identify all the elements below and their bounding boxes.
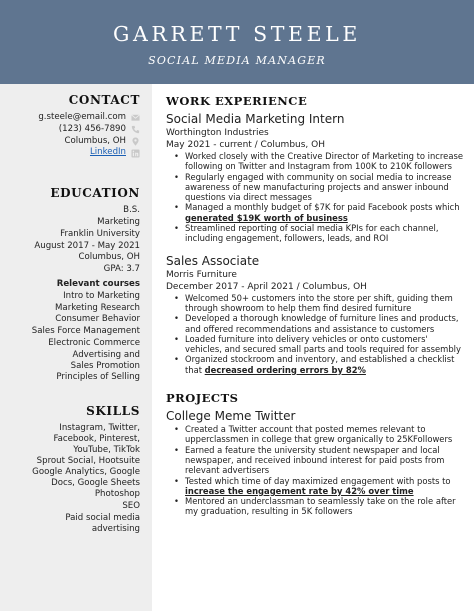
phone-text: (123) 456-7890	[58, 123, 126, 134]
bullet-item: • Managed a monthly budget of $7K for paid Facebook posts which generated $19K worth of business	[166, 202, 466, 223]
bullet-item: • Organized stockroom and inventory, and established a checklist that decreased ordering errors by 82%	[166, 354, 466, 375]
email-text: g.steele@email.com	[38, 112, 126, 122]
projects-heading: PROJECTS	[166, 391, 239, 406]
bullet-item: • Tested which time of day maximized engagement with posts to increase the engagement rate by 42% over time	[166, 476, 466, 497]
candidate-role: SOCIAL MEDIA MANAGER	[148, 54, 326, 67]
skill-item: Photoshop	[94, 489, 140, 500]
contact-email	[8, 112, 140, 124]
project-title: College Meme Twitter	[166, 409, 296, 424]
bullet-item: • Earned a feature the university student newspaper and local newspaper, and received inbound interest for paid posts from relevant advertisers	[166, 445, 466, 476]
achievement-highlight: generated $19K worth of business	[185, 212, 348, 223]
job-company: Morris Furniture	[166, 269, 237, 280]
contact-linkedin	[8, 147, 140, 159]
achievement-highlight: decreased ordering errors by 82%	[204, 364, 366, 375]
job-bullets	[166, 293, 466, 375]
course-item: Electronic Commerce	[48, 337, 140, 348]
courses-list	[8, 291, 140, 384]
skills-list	[8, 423, 140, 535]
job-meta: May 2021 - current / Columbus, OH	[166, 140, 326, 150]
location-text: Columbus, OH	[64, 135, 126, 146]
course-item: Intro to Marketing	[63, 290, 140, 301]
candidate-name: GARRETT STEELE	[113, 22, 361, 46]
skill-item: SEO	[122, 501, 140, 512]
job-title: Social Media Marketing Intern	[166, 112, 345, 126]
course-item: Principles of Selling	[56, 371, 140, 382]
job-entry	[166, 112, 466, 244]
project-entry	[166, 409, 466, 517]
resume-header	[0, 0, 474, 84]
education-heading: EDUCATION	[50, 186, 140, 201]
contact-phone	[8, 124, 140, 136]
bullet-item: • Developed a thorough knowledge of furniture lines and products, and offered recommendations and assistance to customers	[166, 313, 466, 334]
bullet-item: • Welcomed 50+ customers into the store per shift, guiding them through showroom to help them find desired furniture	[166, 293, 466, 314]
location-pin-icon	[131, 137, 140, 146]
courses-heading: Relevant courses	[56, 278, 140, 289]
bullet-item: • Regularly engaged with community on social media to increase awareness of new manufacturing projects and answer inbound questions via direct messages	[166, 172, 466, 203]
bullet-item: • Created a Twitter account that posted memes relevant to upperclassmen in college that grew organically to 25KFollowers	[166, 424, 466, 445]
left-sidebar	[0, 84, 152, 611]
work-heading: WORK EXPERIENCE	[166, 94, 308, 108]
job-meta: December 2017 - April 2021 / Columbus, OH	[166, 281, 367, 292]
skills-heading: SKILLS	[86, 403, 140, 418]
education-school: Franklin University	[60, 228, 140, 239]
education-gpa: GPA: 3.7	[103, 264, 140, 275]
linkedin-link[interactable]: LinkedIn	[89, 147, 126, 158]
project-bullets	[166, 424, 466, 517]
job-bullets	[166, 151, 466, 244]
skill-item: Sprout Social, Hootsuite	[36, 455, 140, 466]
bullet-item: • Worked closely with the Creative Director of Marketing to increase following on Twitter and Instagram from 100K to 210K followers	[166, 151, 466, 172]
job-title: Sales Associate	[166, 253, 260, 268]
job-entry	[166, 254, 466, 375]
achievement-highlight: increase the engagement rate by 42% over time	[185, 485, 414, 496]
course-item: Marketing Research	[55, 302, 140, 313]
mail-icon	[131, 113, 140, 122]
contact-heading: CONTACT	[68, 93, 140, 107]
skill-item: Paid social media advertising	[65, 512, 140, 534]
education-dates: August 2017 - May 2021	[34, 240, 140, 251]
course-item: Advertising and Sales Promotion	[70, 349, 140, 371]
bullet-item: • Loaded furniture into delivery vehicles or onto customers' vehicles, and secured small parts and tools required for assembly	[166, 334, 466, 355]
education-major: Marketing	[97, 216, 140, 227]
bullet-item: • Streamlined reporting of social media KPIs for each channel, including engagement, followers, leads, and ROI	[166, 223, 466, 244]
course-item: Sales Force Management	[31, 326, 140, 337]
education-degree: B.S.	[123, 205, 140, 216]
linkedin-icon	[131, 149, 140, 158]
skill-item: Google Analytics, Google Docs, Google Sheets	[32, 467, 140, 489]
skill-item: Instagram, Twitter, Facebook, Pinterest, YouTube, TikTok	[53, 422, 140, 455]
bullet-item: • Mentored an underclassman to seamlessly take on the role after my graduation, resulting in 5K followers	[166, 496, 466, 517]
phone-icon	[131, 125, 140, 134]
main-content	[166, 84, 466, 517]
course-item: Consumer Behavior	[55, 314, 140, 325]
job-company: Worthington Industries	[166, 128, 269, 138]
contact-location	[8, 136, 140, 148]
education-location: Columbus, OH	[78, 252, 140, 263]
